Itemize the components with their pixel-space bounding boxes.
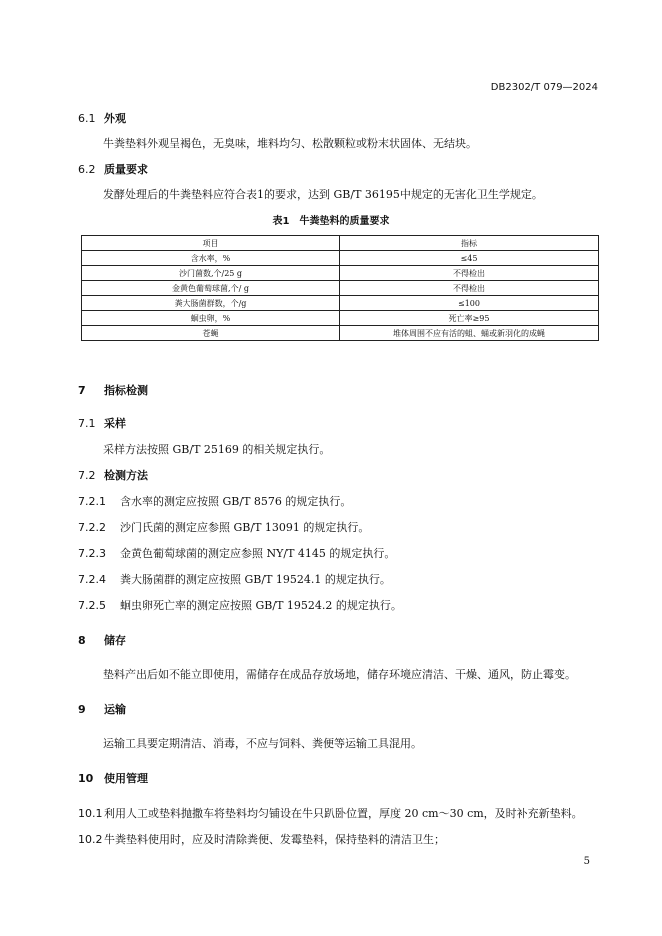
paragraph-7-1: 采样方法按照 GB/T 25169 的相关规定执行。	[103, 443, 331, 456]
heading-title: 检测方法	[104, 469, 148, 482]
cell-indicator: 不得检出	[340, 266, 599, 281]
table-row	[82, 251, 599, 266]
heading-9	[78, 701, 126, 717]
heading-7	[78, 382, 148, 398]
table-row	[82, 281, 599, 296]
item-text: 含水率的测定应按照 GB/T 8576 的规定执行。	[120, 495, 352, 508]
heading-number: 8	[78, 634, 86, 647]
heading-number: 10	[78, 772, 94, 785]
table-row	[82, 326, 599, 341]
heading-6-2	[78, 161, 148, 177]
item-number: 10.1	[78, 807, 103, 820]
table-caption: 表1 牛粪垫料的质量要求	[272, 216, 390, 227]
item-number: 7.2.1	[78, 495, 106, 508]
cell-indicator: 堆体周围不应有活的蛆、蛹或新羽化的成蝇	[340, 326, 599, 341]
heading-title: 外观	[104, 112, 126, 125]
list-item-10-1	[78, 805, 583, 821]
heading-title: 质量要求	[104, 163, 148, 176]
heading-title: 采样	[104, 417, 126, 430]
item-text: 利用人工或垫料抛撒车将垫料均匀铺设在牛只趴卧位置，厚度 20 cm～30 cm，及时补充新垫料。	[104, 807, 583, 820]
cell-item: 粪大肠菌群数，个/g	[82, 296, 340, 311]
item-text: 牛粪垫料使用时，应及时清除粪便、发霉垫料，保持垫料的清洁卫生；	[104, 833, 445, 846]
item-text: 金黄色葡萄球菌的测定应参照 NY/T 4145 的规定执行。	[120, 547, 396, 560]
item-number: 7.2.4	[78, 573, 106, 586]
paragraph-9: 运输工具要定期清洁、消毒，不应与饲料、粪便等运输工具混用。	[103, 737, 422, 750]
heading-number: 6.1	[78, 112, 96, 125]
list-item-7-2-5	[78, 597, 402, 613]
item-text: 蛔虫卵死亡率的测定应按照 GB/T 19524.2 的规定执行。	[120, 599, 402, 612]
list-item-7-2-3	[78, 545, 395, 561]
column-header-indicator: 指标	[340, 236, 599, 251]
item-text: 粪大肠菌群的测定应按照 GB/T 19524.1 的规定执行。	[120, 573, 391, 586]
heading-number: 7.2	[78, 469, 96, 482]
heading-7-2	[78, 467, 148, 483]
heading-10	[78, 770, 148, 786]
cell-indicator: ≤45	[340, 251, 599, 266]
list-item-7-2-2	[78, 519, 369, 535]
heading-title: 指标检测	[104, 384, 148, 397]
item-number: 7.2.3	[78, 547, 106, 560]
heading-number: 6.2	[78, 163, 96, 176]
page-number: 5	[583, 856, 590, 867]
heading-title: 运输	[104, 703, 126, 716]
cell-indicator: 死亡率≥95	[340, 311, 599, 326]
item-number: 7.2.2	[78, 521, 106, 534]
heading-7-1	[78, 415, 126, 431]
document-id: DB2302/T 079—2024	[490, 82, 598, 93]
heading-title: 使用管理	[104, 772, 148, 785]
cell-item: 含水率，%	[82, 251, 340, 266]
cell-indicator: 不得检出	[340, 281, 599, 296]
item-number: 7.2.5	[78, 599, 106, 612]
paragraph-6-2: 发酵处理后的牛粪垫料应符合表1的要求，达到 GB/T 36195中规定的无害化卫生学规定。	[103, 188, 543, 201]
cell-item: 蛔虫卵，%	[82, 311, 340, 326]
heading-number: 9	[78, 703, 86, 716]
cell-indicator: ≤100	[340, 296, 599, 311]
heading-number: 7	[78, 384, 86, 397]
list-item-7-2-1	[78, 493, 351, 509]
heading-title: 储存	[104, 634, 126, 647]
quality-requirements-table	[81, 235, 599, 341]
heading-8	[78, 632, 126, 648]
list-item-10-2	[78, 831, 445, 847]
cell-item: 沙门菌数,个/25 g	[82, 266, 340, 281]
table-row	[82, 311, 599, 326]
paragraph-6-1: 牛粪垫料外观呈褐色，无臭味，堆料均匀、松散颗粒或粉末状固体、无结块。	[103, 137, 477, 150]
cell-item: 金黄色葡萄球菌,个/ g	[82, 281, 340, 296]
table-row	[82, 296, 599, 311]
heading-number: 7.1	[78, 417, 96, 430]
table-header-row	[82, 236, 599, 251]
heading-6-1	[78, 110, 126, 126]
table-row	[82, 266, 599, 281]
list-item-7-2-4	[78, 571, 391, 587]
item-number: 10.2	[78, 833, 103, 846]
paragraph-8: 垫料产出后如不能立即使用，需储存在成品存放场地，储存环境应清洁、干燥、通风，防止霉变。	[103, 668, 576, 681]
column-header-item: 项目	[82, 236, 340, 251]
item-text: 沙门氏菌的测定应参照 GB/T 13091 的规定执行。	[120, 521, 370, 534]
cell-item: 苍蝇	[82, 326, 340, 341]
